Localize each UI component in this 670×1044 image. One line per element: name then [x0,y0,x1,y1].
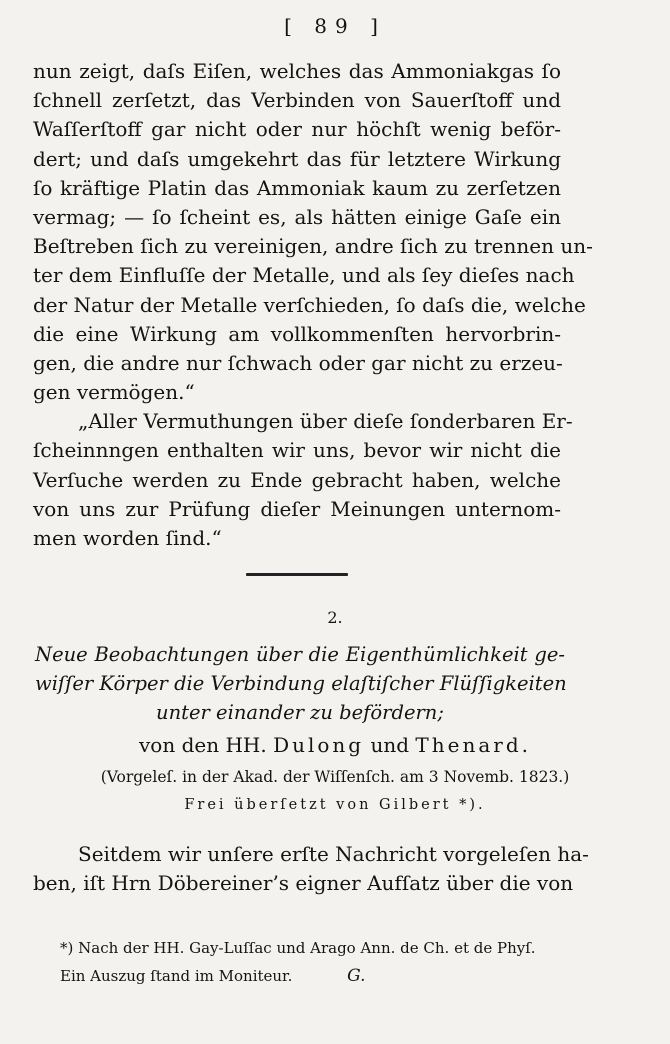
footnote-line [60,962,570,990]
section-number: 2. [327,608,343,627]
text-line: Verſuche werden zu Ende gebracht haben, welche [33,467,561,492]
main-paragraphs [33,57,593,553]
text-line: dert; und daſs umgekehrt das für letztere Wirkung [33,146,561,171]
text-line: men worden ſind.“ [33,526,222,550]
title-line: wiſſer Körper die Verbindung elaſtiſcher Flüſſigkeiten [35,672,567,695]
footnote-text: Ein Auszug ſtand im Moniteur. [60,967,293,985]
text-line: ter dem Einfluſſe der Metalle, und als ſey dieſes nach [33,263,575,288]
text-line: ſo kräftige Platin das Ammoniak kaum zu zerſetzen [33,175,561,200]
title-line: Neue Beobachtungen über die Eigenthümlichkeit ge- [35,643,565,666]
text-line: ſchnell zerſetzt, das Verbinden von Sauerſtoff und [33,88,561,113]
text-line: ben, iſt Hrn Döbereiner’s eigner Aufſatz über die von [33,871,574,896]
text-line: vermag; — ſo ſcheint es, als hätten einige Gaſe ein [33,204,561,229]
author-name: Thenard. [415,733,531,757]
second-paragraph [33,840,589,898]
footnote [60,934,570,990]
title-line: unter einander zu befördern; [156,701,444,724]
text-line: von uns zur Prüfung dieſer Meinungen unternom- [33,496,561,521]
text-line: ſcheinnngen enthalten wir uns, bevor wir nicht die [33,438,561,463]
text-line: die eine Wirkung am vollkommenſten hervorbrin- [33,321,561,346]
translator-note: Frei überſetzt von Gilbert *). [184,797,486,813]
author-name: Dulong [273,733,365,757]
footnote-signature: G. [347,966,366,986]
text-line: „Aller Vermuthungen über dieſe ſonderbaren Er- [78,409,573,434]
text-line: Waſſerſtoff gar nicht oder nur höchſt wenig beför- [33,117,561,142]
presentation-note: (Vorgeleſ. in der Akad. der Wiſſenſch. am 3 Novemb. 1823.) [100,768,570,786]
section-divider [246,573,348,576]
footnote-line: *) Nach der HH. Gay-Luſſac und Arago Ann. de Ch. et de Phyſ. [60,939,536,957]
section-title [35,640,565,727]
text-line: gen, die andre nur ſchwach oder gar nicht zu erzeu- [33,350,563,375]
text-line: der Natur der Metalle verſchieden, ſo daſs die, welche [33,292,586,317]
text-line: Seitdem wir unſere erſte Nachricht vorgeleſen ha- [78,842,589,866]
text-line: nun zeigt, daſs Eiſen, welches das Ammoniakgas ſo [33,59,561,83]
text-line: Beſtreben ſich zu vereinigen, andre ſich zu trennen un- [33,234,593,259]
text-line: gen vermögen.“ [33,380,195,405]
authors-conjunction: und [370,733,410,757]
authors-prefix: von den HH. [139,733,267,757]
author-line [0,733,670,757]
page-number: [ 89 ] [284,14,386,38]
